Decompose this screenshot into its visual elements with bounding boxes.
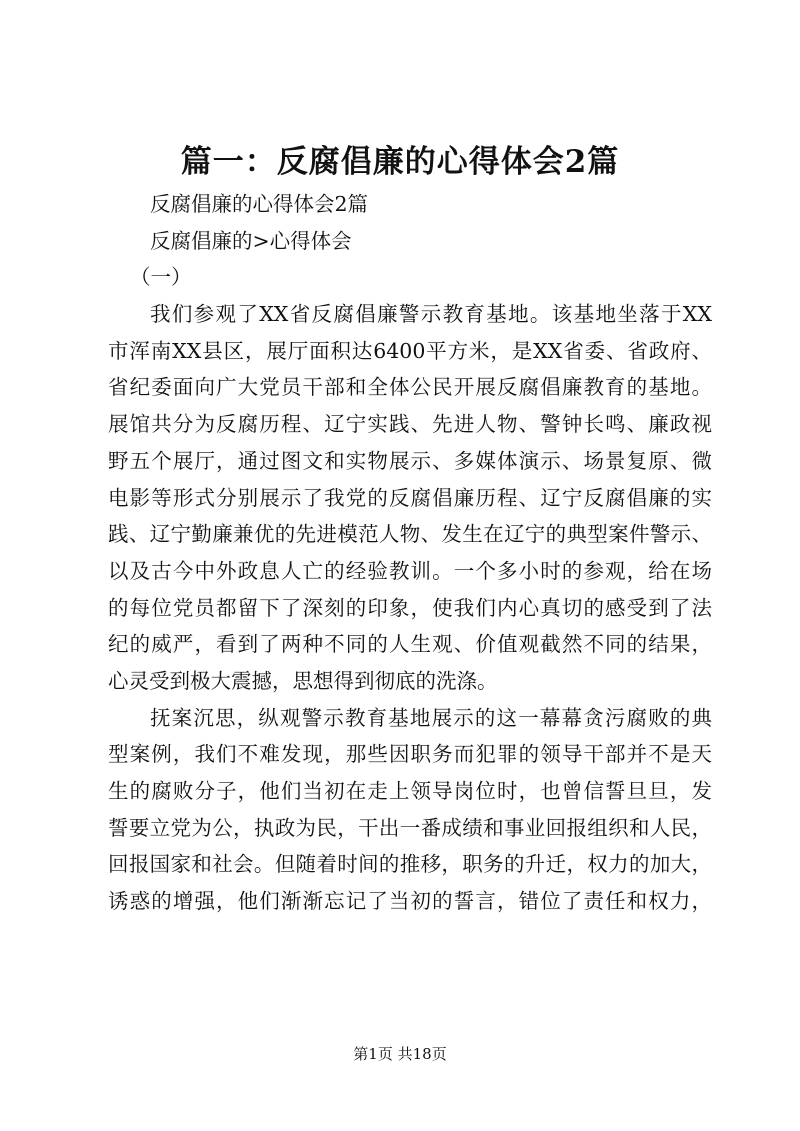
- paragraph-line: 心灵受到极大震撼，思想得到彻底的洗涤。: [108, 668, 498, 693]
- paragraph-line: 生的腐败分子，他们当初在走上领导岗位时，也曾信誓旦旦，发: [108, 779, 712, 803]
- paragraph-line: 展馆共分为反腐历程、辽宁实践、先进人物、警钟长鸣、廉政视: [108, 412, 712, 437]
- paragraph-1: [108, 296, 712, 700]
- paragraph-line: 电影等形式分别展示了我党的反腐倡廉历程、辽宁反腐倡廉的实: [108, 485, 712, 510]
- paragraph-line: 诱惑的增强，他们渐渐忘记了当初的誓言，错位了责任和权力，: [108, 889, 712, 914]
- paragraph-line: 的每位党员都留下了深刻的印象，使我们内心真切的感受到了法: [108, 595, 712, 620]
- paragraph-line: 型案例，我们不难发现，那些因职务而犯罪的领导干部并不是天: [108, 742, 712, 767]
- paragraph-2: [108, 700, 712, 920]
- paragraph-line: 践、辽宁勤廉兼优的先进模范人物、发生在辽宁的典型案件警示、: [108, 522, 712, 547]
- paragraph-line: 抚案沉思，纵观警示教育基地展示的这一幕幕贪污腐败的典: [150, 705, 712, 730]
- paragraph-line: 省纪委面向广大党员干部和全体公民开展反腐倡廉教育的基地。: [108, 375, 712, 400]
- paragraph-line: 我们参观了XX省反腐倡廉警示教育基地。该基地坐落于XX: [150, 302, 712, 327]
- paragraph-line: 市浑南XX县区，展厅面积达6400平方米，是XX省委、省政府、: [108, 338, 712, 363]
- paragraph-line: 回报国家和社会。但随着时间的推移，职务的升迁，权力的加大，: [108, 852, 712, 877]
- document-title: 篇一：反腐倡廉的心得体会2篇: [180, 144, 620, 180]
- paragraph-line: 纪的威严，看到了两种不同的人生观、价值观截然不同的结果，: [108, 632, 712, 657]
- paragraph-line: 誓要立党为公，执政为民，干出一番成绩和事业回报组织和人民，: [108, 815, 712, 840]
- subtitle: 反腐倡廉的心得体会2篇: [150, 192, 369, 216]
- paragraph-line: 以及古今中外政息人亡的经验教训。一个多小时的参观，给在场: [108, 558, 712, 583]
- page-number: 第1页 共18页: [353, 1045, 447, 1063]
- document-body: [108, 186, 712, 920]
- paragraph-line: 野五个展厅，通过图文和实物展示、多媒体演示、场景复原、微: [108, 448, 712, 473]
- section-number: （一）: [130, 265, 192, 290]
- heading: 反腐倡廉的>心得体会: [150, 228, 352, 253]
